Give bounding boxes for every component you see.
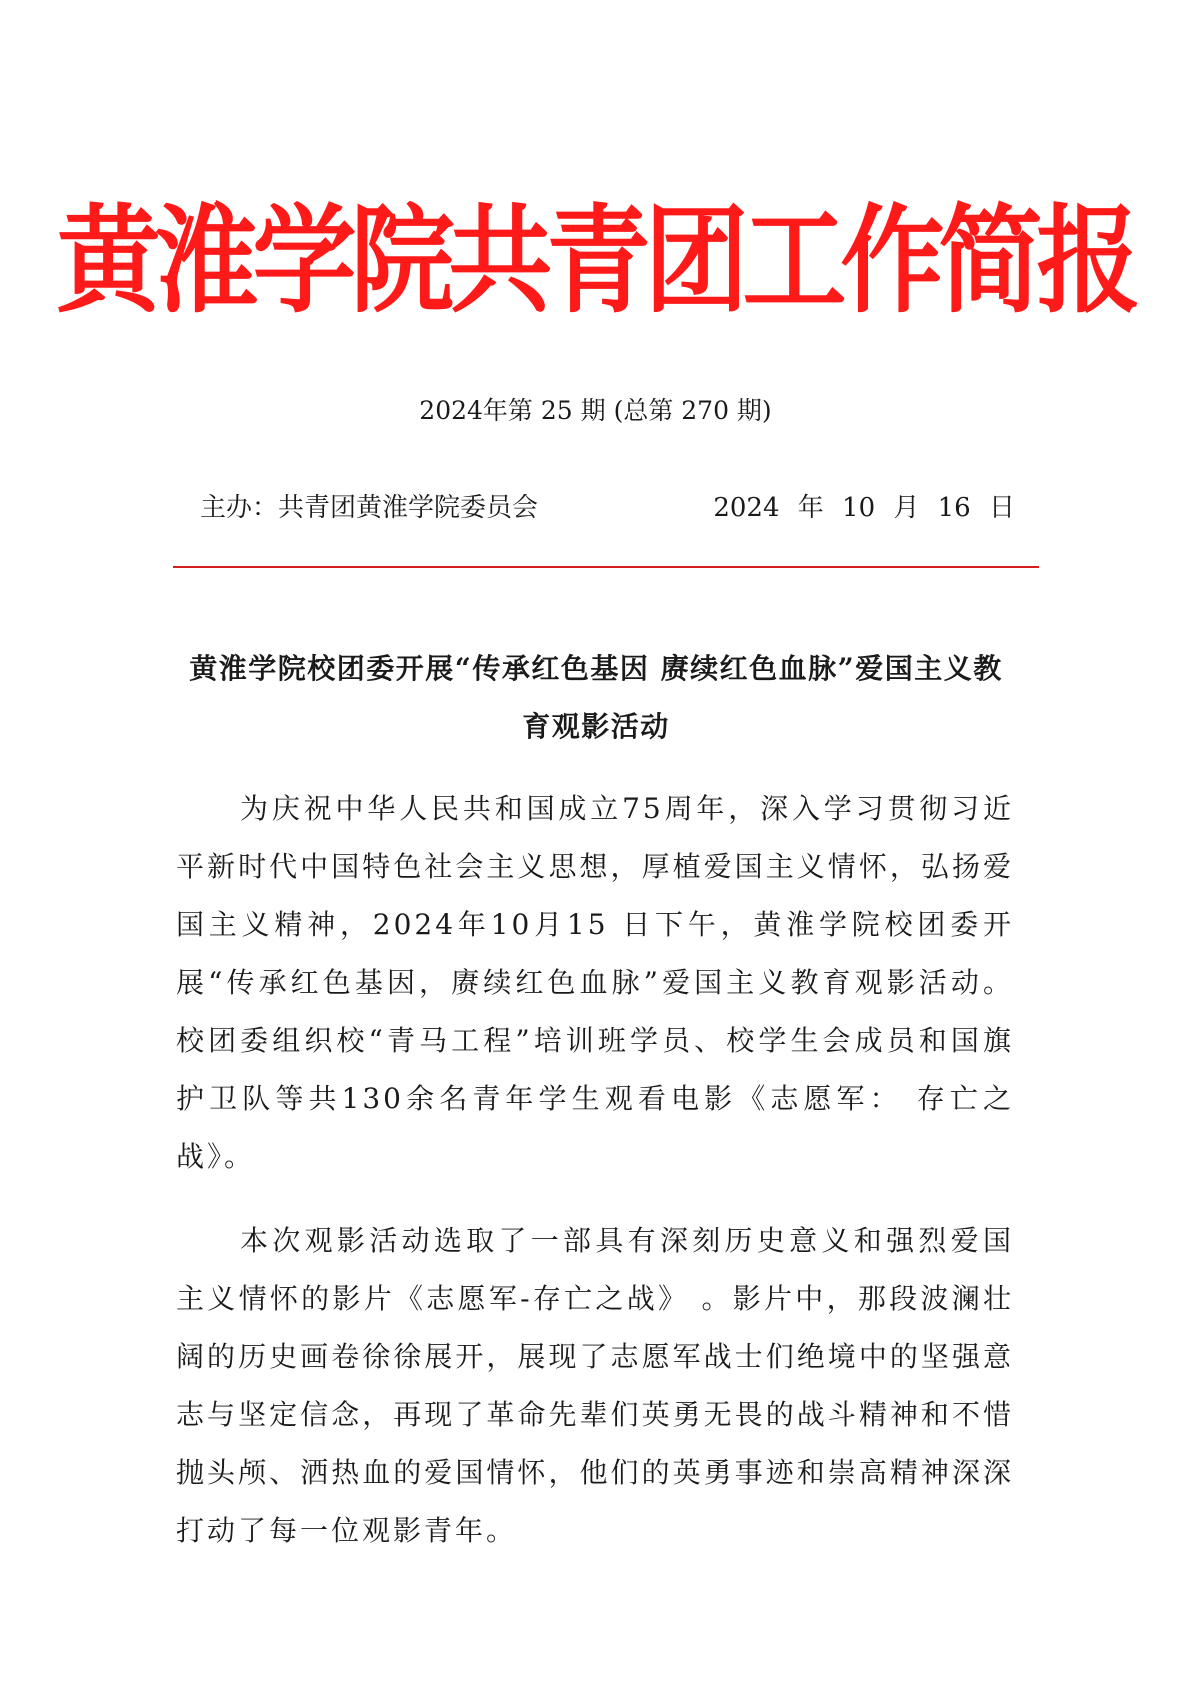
header-divider	[173, 566, 1039, 568]
issue-number: 2024年第 25 期 (总第 270 期)	[419, 396, 772, 425]
publication-date: 2024 年 10 月 16 日	[713, 493, 1015, 523]
masthead-title: 黄淮学院共青团工作简报	[56, 192, 1135, 330]
article-headline: 黄淮学院校团委开展“传承红色基因 赓续红色血脉”爱国主义教育观影活动	[189, 652, 1003, 743]
sponsor-label: 主办：共青团黄淮学院委员会	[200, 493, 539, 523]
article-paragraph-1: 为庆祝中华人民共和国成立75周年，深入学习贯彻习近平新时代中国特色社会主义思想，厚植爱国主义情怀，弘扬爱国主义精神，2024年10月15 日下午，黄淮学院校团委开展“传承红色基因，赓续红色血脉”爱国主义教育观影活动。校团委组织校“青马工程”培训班学员、校学生会成员和国旗护卫队等共130余名青年学生观看电影《志愿军： 存亡之战》。	[176, 792, 1014, 1173]
article-paragraph-2: 本次观影活动选取了一部具有深刻历史意义和强烈爱国主义情怀的影片《志愿军-存亡之战》 。影片中，那段波澜壮阔的历史画卷徐徐展开，展现了志愿军战士们绝境中的坚强意志与坚定信念，再现了革命先辈们英勇无畏的战斗精神和不惜抛头颅、洒热血的爱国情怀，他们的英勇事迹和崇高精神深深打动了每一位观影青年。	[176, 1224, 1014, 1547]
